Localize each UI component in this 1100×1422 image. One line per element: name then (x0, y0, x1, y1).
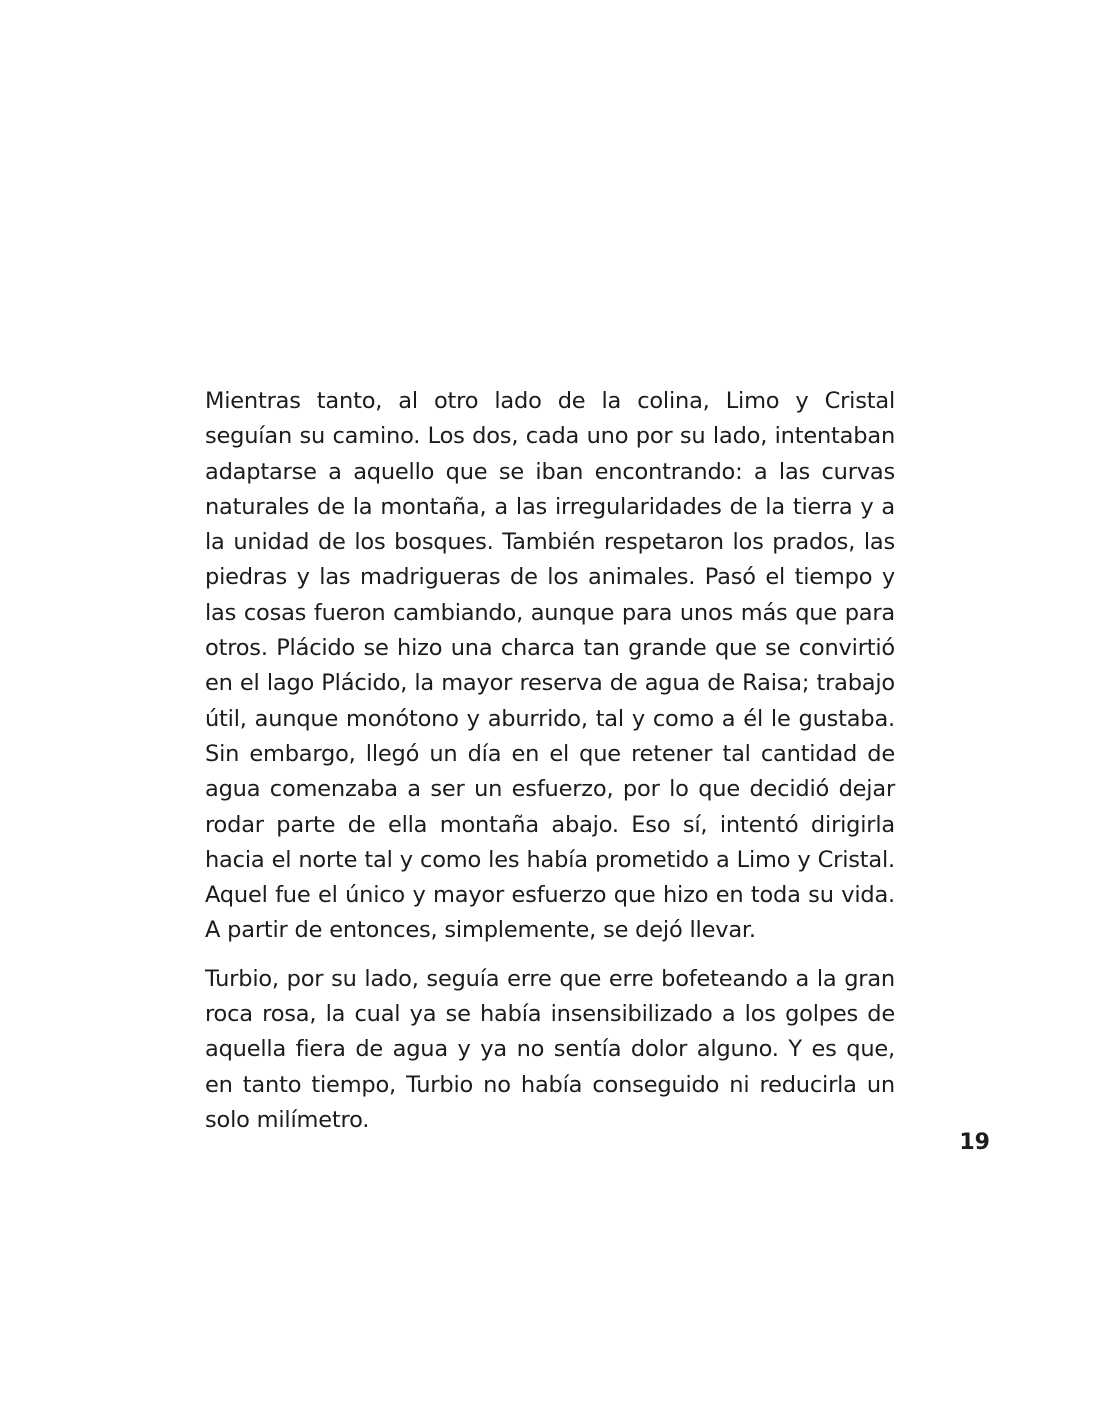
paragraph-1: Mientras tanto, al otro lado de la colina, Limo y Cristal seguían su camino. Los dos, cada uno por su lado, intentaban adaptarse a aquello que se iban encontrando: a las curvas naturales de la montaña, a las irregularidades de la tierra y a la unidad de los bosques. También respetaron los prados, las piedras y las madrigueras de los animales. Pasó el tiempo y las cosas fueron cambiando, aunque para unos más que para otros. Plácido se hizo una charca tan grande que se convirtió en el lago Plácido, la mayor reserva de agua de Raisa; trabajo útil, aunque monótono y aburrido, tal y como a él le gustaba. Sin embargo, llegó un día en el que retener tal cantidad de agua comenzaba a ser un esfuerzo, por lo que decidió dejar rodar parte de ella montaña abajo. Eso sí, intentó dirigirla hacia el norte tal y como les había prometido a Limo y Cristal. Aquel fue el único y mayor esfuerzo que hizo en toda su vida. A partir de entonces, simplemente, se dejó llevar. (205, 388, 895, 944)
body-text (205, 384, 895, 1138)
paragraph-2: Turbio, por su lado, seguía erre que erre bofeteando a la gran roca rosa, la cual ya se había insensibilizado a los golpes de aquella fiera de agua y ya no sentía dolor alguno. Y es que, en tanto tiempo, Turbio no había conseguido ni reducirla un solo milímetro. (205, 965, 895, 1133)
page-number: 19 (959, 1130, 990, 1155)
